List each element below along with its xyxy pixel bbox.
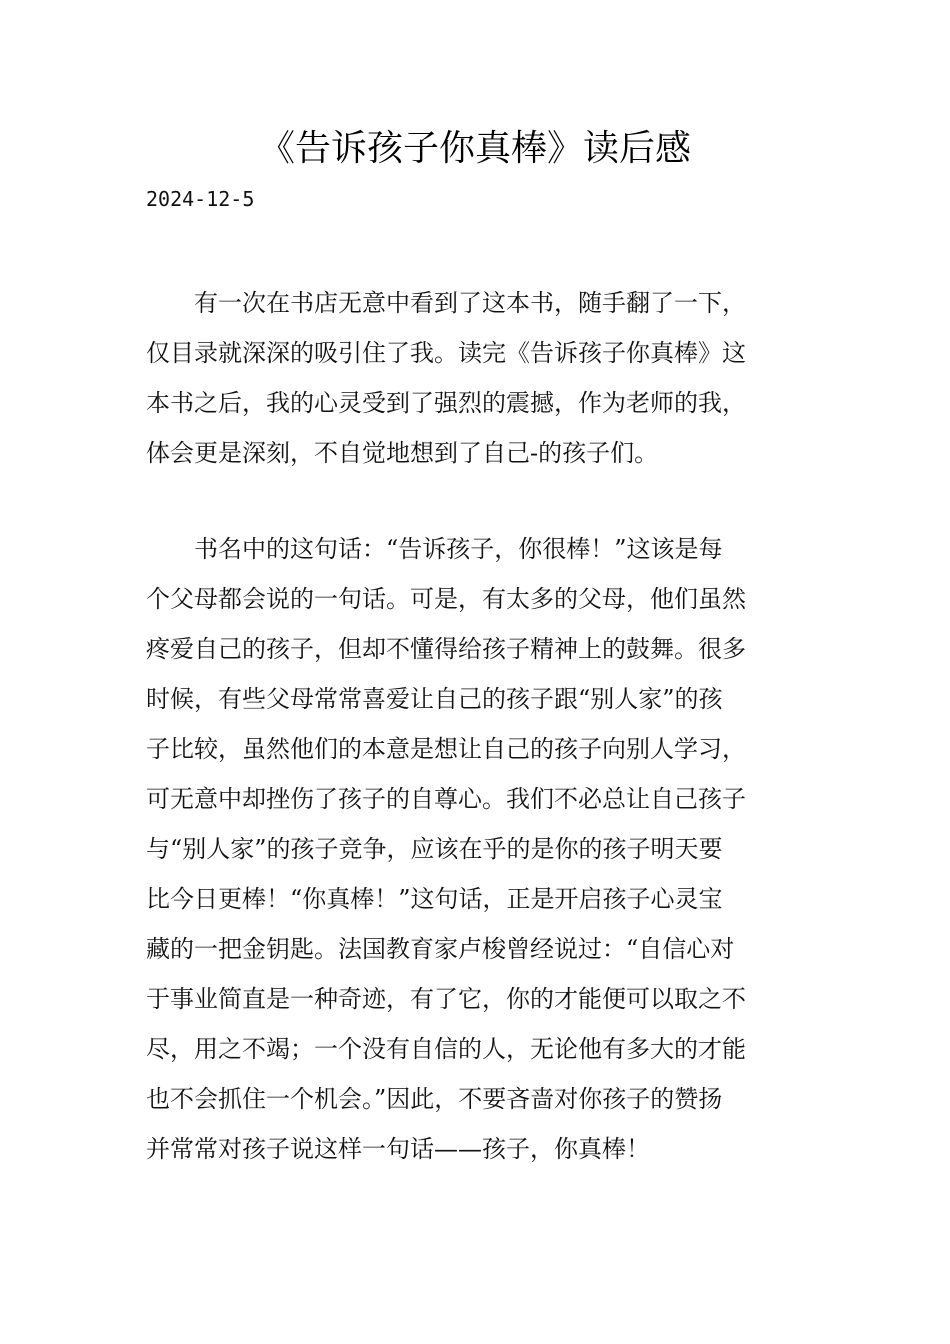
paragraph-line: 本书之后，我的心灵受到了强烈的震撼，作为老师的我， xyxy=(146,389,746,417)
paragraph-line: 尽，用之不竭；一个没有自信的人，无论他有多大的才能 xyxy=(146,1035,746,1063)
paragraph-line: 疼爱自己的孩子，但却不懂得给孩子精神上的鼓舞。很多 xyxy=(146,635,746,663)
paragraph-2 xyxy=(146,524,806,1174)
paragraph-line: 体会更是深刻，不自觉地想到了自己-的孩子们。 xyxy=(146,439,659,467)
paragraph-line: 子比较，虽然他们的本意是想让自己的孩子向别人学习， xyxy=(146,735,746,763)
paragraph-line: 与“别人家”的孩子竞争，应该在乎的是你的孩子明天要 xyxy=(146,835,723,863)
paragraph-line: 比今日更棒！“你真棒！”这句话，正是开启孩子心灵宝 xyxy=(146,885,723,913)
paragraph-line: 也不会抓住一个机会。”因此，不要吝啬对你孩子的赞扬 xyxy=(146,1085,723,1113)
paragraph-line: 个父母都会说的一句话。可是，有太多的父母，他们虽然 xyxy=(146,585,746,613)
paragraph-line: 藏的一把金钥匙。法国教育家卢梭曾经说过：“自信心对 xyxy=(146,935,735,963)
paragraph-line: 于事业简直是一种奇迹，有了它，你的才能便可以取之不 xyxy=(146,985,746,1013)
paragraph-line: 仅目录就深深的吸引住了我。读完《告诉孩子你真棒》这 xyxy=(146,339,746,367)
paragraph-line: 有一次在书店无意中看到了这本书，随手翻了一下， xyxy=(146,289,746,317)
document-title: 《告诉孩子你真棒》读后感 xyxy=(258,128,691,169)
paragraph-line: 书名中的这句话：“告诉孩子，你很棒！”这该是每 xyxy=(146,535,723,563)
paragraph-line: 时候，有些父母常常喜爱让自己的孩子跟“别人家”的孩 xyxy=(146,685,723,713)
paragraph-line: 可无意中却挫伤了孩子的自尊心。我们不必总让自己孩子 xyxy=(146,785,746,813)
document-date: 2024-12-5 xyxy=(146,187,255,211)
paragraph-1 xyxy=(146,278,806,478)
paragraph-line: 并常常对孩子说这样一句话——孩子，你真棒！ xyxy=(146,1135,650,1163)
